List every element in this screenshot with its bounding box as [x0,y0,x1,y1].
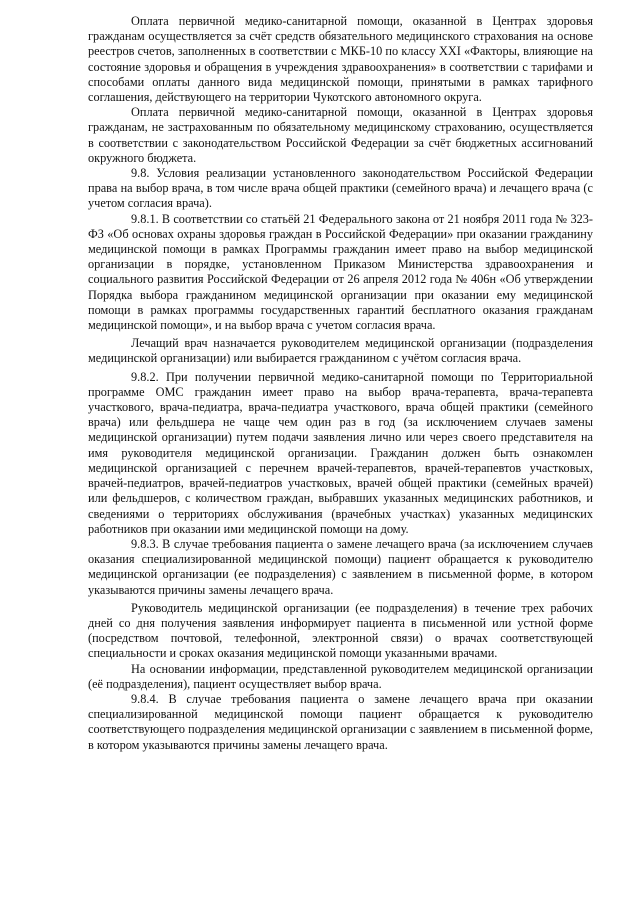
paragraph-section-9-8-2: 9.8.2. При получении первичной медико-санитарной помощи по Территориальной программе ОМС гражданин имеет право на выбор врача-терапевта, врача-терапевта участкового, врача-педиатра, врача-педиатра участкового, врача общей практики (семейного врача) или фельдшера не чаще чем один раз в год (за исключением случаев замены медицинской организации) путем подачи заявления лично или через своего представителя на имя руководителя медицинской организации. Гражданин должен быть ознакомлен медицинской организацией с перечнем врачей-терапевтов, врачей-терапевтов участковых, врачей-педиатров, врачей-педиатров участковых, врачей общей практики (семейных врачей) или фельдшеров, с количеством граждан, выбравших указанных медицинских работников, и сведениями о территориях обслуживания (врачебных участках) указанных медицинских работников при оказании ими медицинской помощи на дому. [88,369,593,536]
paragraph-section-9-8: 9.8. Условия реализации установленного законодательством Российской Федерации права на выбор врача, в том числе врача общей практики (семейного врача) и лечащего врача (с учетом согласия врача). [88,166,593,211]
paragraph-payment-uninsured: Оплата первичной медико-санитарной помощи, оказанной в Центрах здоровья гражданам, не застрахованным по обязательному медицинскому страхованию, осуществляется в соответствии с законодательством Российской Федерации за счёт бюджетных ассигнований окружного бюджета. [88,105,593,165]
paragraph-patient-choice: На основании информации, представленной руководителем медицинской организации (её подразделения), пациент осуществляет выбор врача. [88,661,593,691]
document-page [88,14,593,753]
paragraph-head-informs: Руководитель медицинской организации (ее подразделения) в течение трех рабочих дней со дня получения заявления информирует пациента в письменной или устной форме (посредством почтовой, телефонной, электронной связи) о врачах соответствующей специальности и сроках оказания медицинской помощи указанными врачами. [88,600,593,661]
paragraph-payment-health-centers: Оплата первичной медико-санитарной помощи, оказанной в Центрах здоровья гражданам осуществляется за счёт средств обязательного медицинского страхования на основе реестров счетов, заполненных в соответствии с МКБ-10 по классу XXI «Факторы, влияющие на состояние здоровья и обращения в учреждения здравоохранения» в соответствии с тарифами и способами оплаты данного вида медицинской помощи, принятыми в рамках тарифного соглашения, действующего на территории Чукотского автономного округа. [88,14,593,105]
paragraph-section-9-8-1: 9.8.1. В соответствии со статьёй 21 Федерального закона от 21 ноября 2011 года № 323-ФЗ «Об основах охраны здоровья граждан в Российской Федерации» при оказании гражданину медицинской помощи в рамках Программы гражданин имеет право на выбор медицинской организации в порядке, установленном Приказом Министерства здравоохранения и социального развития Российской Федерации от 26 апреля 2012 года № 406н «Об утверждении Порядка выбора гражданином медицинской организации при оказании ему медицинской помощи в рамках программы государственных гарантий бесплатного оказания гражданам медицинской помощи», и на выбор врача с учетом согласия врача. [88,211,593,333]
paragraph-section-9-8-4: 9.8.4. В случае требования пациента о замене лечащего врача при оказании специализированной медицинской помощи пациент обращается к руководителю соответствующего подразделения медицинской организации с заявлением в письменной форме, в котором указываются причины замены лечащего врача. [88,691,593,752]
paragraph-attending-doctor: Лечащий врач назначается руководителем медицинской организации (подразделения медицинской организации) или выбирается гражданином с учётом согласия врача. [88,336,593,366]
paragraph-section-9-8-3: 9.8.3. В случае требования пациента о замене лечащего врача (за исключением случаев оказания специализированной медицинской помощи) пациент обращается к руководителю медицинской организации (ее подразделения) с заявлением в письменной форме, в котором указываются причины замены лечащего врача. [88,536,593,597]
